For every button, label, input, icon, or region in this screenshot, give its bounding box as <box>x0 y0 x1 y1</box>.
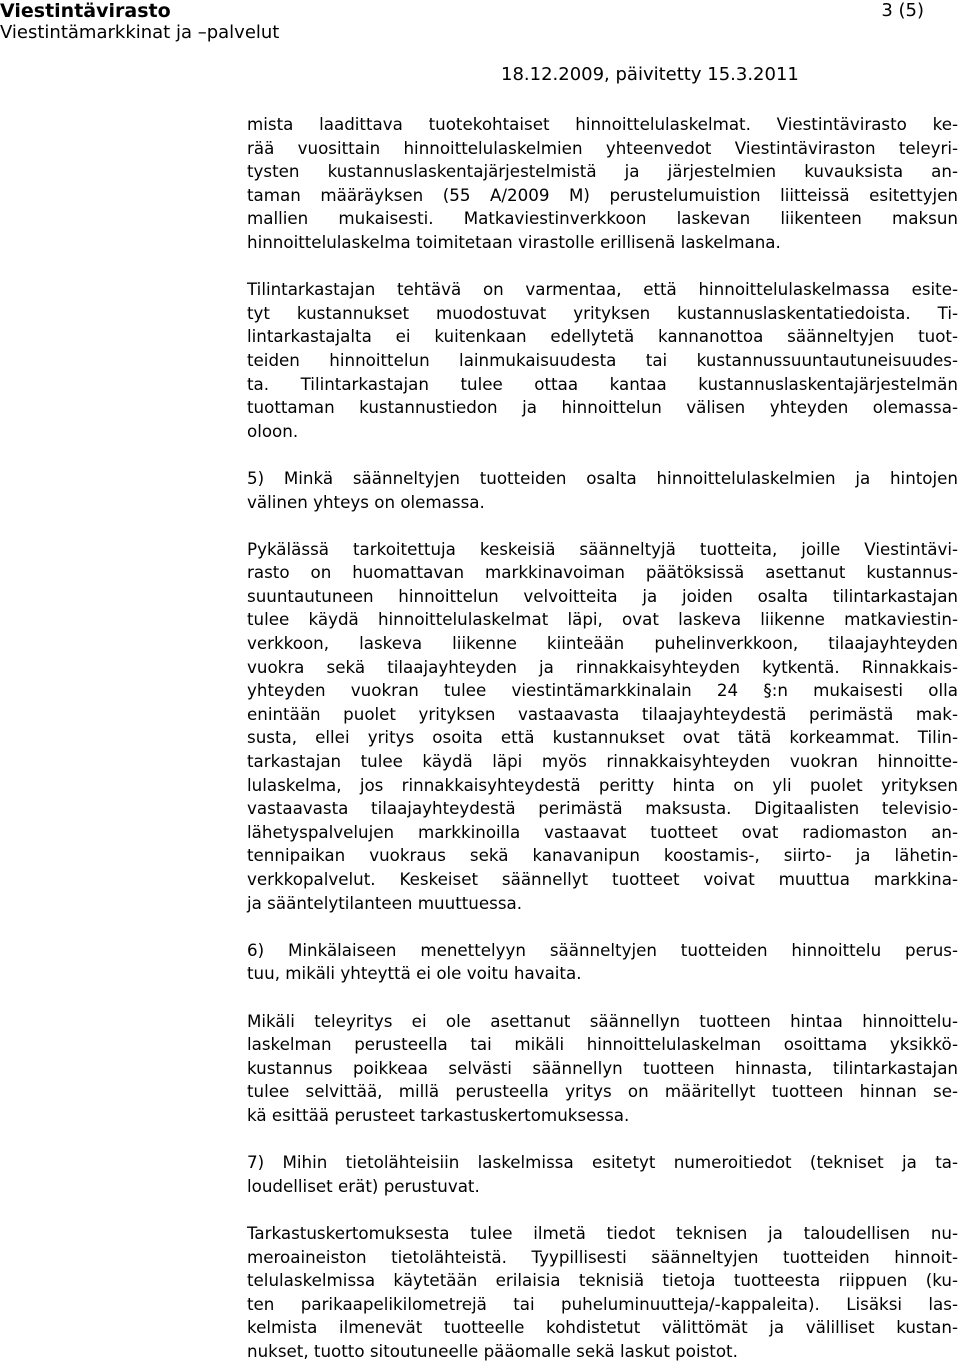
document-header <box>0 0 279 44</box>
text-line: vuokra sekä tilaajayhteyden ja rinnakkaisyhteyden kytkentä. Rinnakkais- <box>247 656 958 677</box>
text-line: vastaavasta tilaajayhteydestä perimästä maksusta. Digitaalisten televisio- <box>247 798 958 819</box>
text-line: suuntautuneen hinnoittelun velvoitteita ja joiden osalta tilintarkastajan <box>247 585 958 606</box>
text-line: 7) Mihin tietolähteisiin laskelmissa esitetyt numeroitiedot (tekniset ja ta- <box>247 1152 958 1173</box>
text-line: yhteyden vuokran tulee viestintämarkkinalain 24 §:n mukaisesti olla <box>247 680 958 701</box>
text-line: taman määräyksen (55 A/2009 M) perustelumuistion liitteissä esitettyjen <box>247 184 958 205</box>
text-line: susta, ellei yritys osoita että kustannukset ovat tätä korkeammat. Tilin- <box>247 727 958 748</box>
text-line: Pykälässä tarkoitettuja keskeisiä säänneltyjä tuotteita, joille Viestintävi- <box>247 538 958 559</box>
text-line: kelmista ilmenevät tuotteelle kohdistetut välittömät ja välilliset kustan- <box>247 1317 958 1338</box>
text-line: tuu, mikäli yhteyttä ei ole voitu havaita. <box>247 963 582 984</box>
text-line: tyt kustannukset muodostuvat yrityksen kustannuslaskentatiedoista. Ti- <box>247 302 958 323</box>
text-line: 6) Minkälaiseen menettelyyn säänneltyjen tuotteiden hinnoittelu perus- <box>247 939 958 960</box>
paragraph <box>247 467 958 514</box>
organization-name: Viestintävirasto <box>0 0 171 22</box>
text-line: Tarkastuskertomuksesta tulee ilmetä tiedot teknisen ja taloudellisen nu- <box>247 1222 958 1243</box>
text-line: verkkopalvelut. Keskeiset säännellyt tuotteet voivat muuttua markkina- <box>247 869 958 889</box>
text-line: telulaskelmissa käytetään erilaisia teknisiä tietoja tuotteesta riippuen (ku- <box>247 1270 958 1291</box>
text-line: hinnoittelulaskelma toimitetaan virastolle erillisenä laskelmana. <box>247 231 781 252</box>
text-line: meroaineiston tietolähteistä. Tyypillisesti säänneltyjen tuotteiden hinnoit- <box>247 1246 958 1267</box>
text-line: mallien mukaisesti. Matkaviestinverkkoon laskevan liikenteen maksun <box>247 208 958 229</box>
text-line: Mikäli teleyritys ei ole asettanut säännellyn tuotteen hintaa hinnoittelu- <box>247 1010 958 1031</box>
text-line: rasto on huomattavan markkinavoiman päätöksissä asettanut kustannus- <box>247 562 958 583</box>
paragraph <box>247 1010 958 1128</box>
document-body <box>247 113 958 1363</box>
text-line: välinen yhteys on olemassa. <box>247 491 485 512</box>
paragraph <box>247 113 958 255</box>
document-date: 18.12.2009, päivitetty 15.3.2011 <box>501 64 799 85</box>
text-line: ten parikaapelikilometrejä tai puheluminuutteja/-kappaleita). Lisäksi las- <box>247 1293 958 1314</box>
text-line: oloon. <box>247 420 299 441</box>
page-number: 3 (5) <box>881 0 924 21</box>
text-line: Tilintarkastajan tehtävä on varmentaa, että hinnoittelulaskelmassa esite- <box>247 279 958 300</box>
paragraph <box>247 278 958 443</box>
text-line: verkkoon, laskeva liikenne kiinteään puhelinverkkoon, tilaajayhteyden <box>247 633 958 654</box>
text-line: lähetyspalvelujen markkinoilla vastaavat tuotteet ovat radiomaston an- <box>247 821 958 842</box>
paragraph <box>247 538 958 916</box>
text-line: tuottaman kustannustiedon ja hinnoittelun välisen yhteyden olemassa- <box>247 397 958 418</box>
text-line: lulaskelma, jos rinnakkaisyhteydestä peritty hinta on yli puolet yrityksen <box>247 774 958 795</box>
text-line: kä esittää perusteet tarkastuskertomuksessa. <box>247 1104 630 1125</box>
text-line: tarkastajan tulee käydä läpi myös rinnakkaisyhteyden vuokran hinnoitte- <box>247 751 958 772</box>
text-line: kustannus poikkeaa selvästi säännellyn tuotteen hinnasta, tilintarkastajan <box>247 1057 958 1078</box>
text-line: mista laadittava tuotekohtaiset hinnoittelulaskelmat. Viestintävirasto ke- <box>247 114 958 134</box>
text-line: tulee selvittää, millä perusteella yritys on määritellyt tuotteen hinnan se- <box>247 1081 958 1102</box>
text-line: tulee käydä hinnoittelulaskelmat läpi, ovat laskeva liikenne matkaviestin- <box>247 609 958 630</box>
text-line: teiden hinnoittelun lainmukaisuudesta tai kustannussuuntautuneisuudes- <box>247 349 958 370</box>
paragraph <box>247 1151 958 1198</box>
text-line: ja sääntelytilanteen muuttuessa. <box>247 892 523 913</box>
text-line: nukset, tuotto sitoutuneelle pääomalle sekä laskut poistot. <box>247 1340 738 1361</box>
paragraph <box>247 939 958 986</box>
department-name: Viestintämarkkinat ja –palvelut <box>0 22 280 43</box>
text-line: 5) Minkä säänneltyjen tuotteiden osalta hinnoittelulaskelmien ja hintojen <box>247 467 958 488</box>
text-line: tennipaikan vuokraus sekä kanavanipun koostamis-, siirto- ja lähetin- <box>247 845 958 866</box>
text-line: lintarkastajalta ei kuitenkaan edellytetä kannanottoa säänneltyjen tuot- <box>247 326 958 347</box>
text-line: enintään puolet yrityksen vastaavasta tilaajayhteydestä perimästä mak- <box>247 703 958 724</box>
text-line: rää vuosittain hinnoittelulaskelmien yhteenvedot Viestintäviraston teleyri- <box>247 137 958 158</box>
text-line: laskelman perusteella tai mikäli hinnoittelulaskelman osoittama yksikkö- <box>247 1034 958 1055</box>
text-line: ta. Tilintarkastajan tulee ottaa kantaa kustannuslaskentajärjestelmän <box>247 373 958 394</box>
text-line: tysten kustannuslaskentajärjestelmistä ja järjestelmien kuvauksista an- <box>247 161 958 182</box>
text-line: loudelliset erät) perustuvat. <box>247 1175 480 1196</box>
